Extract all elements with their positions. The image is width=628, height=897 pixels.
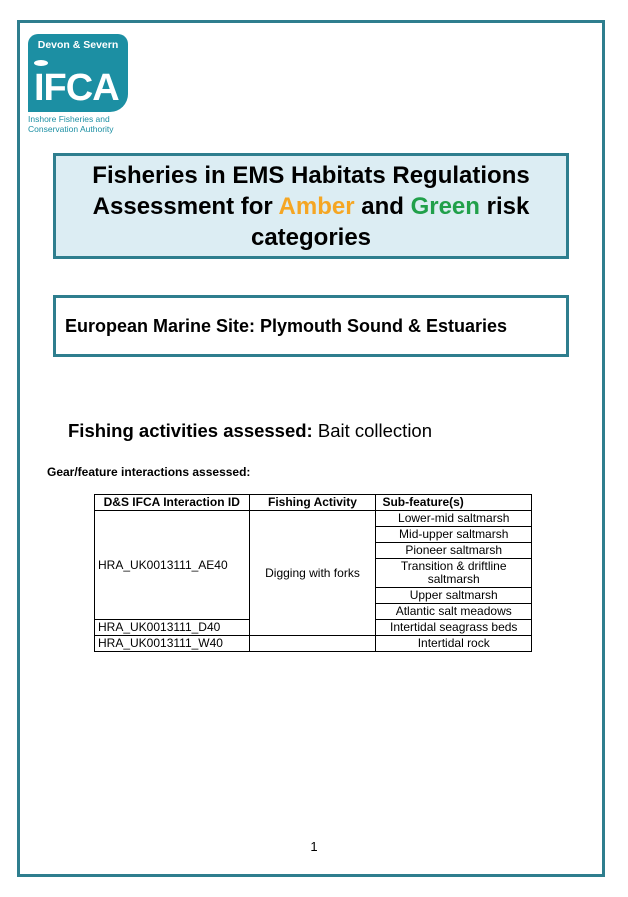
- header-sub-features: Sub-feature(s): [376, 495, 532, 511]
- fishing-activity-empty-cell: [249, 636, 376, 652]
- sub-feature-cell: Mid-upper saltmarsh: [376, 527, 532, 543]
- interactions-table: [94, 494, 532, 652]
- sub-feature-cell: Pioneer saltmarsh: [376, 543, 532, 559]
- sub-feature-cell: Intertidal rock: [376, 636, 532, 652]
- document-title: [56, 160, 566, 253]
- title-part2: risk categories: [250, 192, 530, 251]
- activities-label: Fishing activities assessed:: [68, 420, 313, 441]
- table-row: [95, 511, 532, 527]
- sub-feature-cell: Intertidal seagrass beds: [376, 620, 532, 636]
- page-border: [17, 20, 605, 877]
- site-title: European Marine Site: Plymouth Sound & Estuaries: [65, 315, 508, 336]
- interaction-id-cell: HRA_UK0013111_AE40: [95, 511, 250, 620]
- table-row: [95, 636, 532, 652]
- gear-interactions-label: Gear/feature interactions assessed:: [47, 465, 251, 479]
- sub-feature-cell: Lower-mid saltmarsh: [376, 511, 532, 527]
- sub-feature-cell: Atlantic salt meadows: [376, 604, 532, 620]
- logo-block: [28, 56, 128, 112]
- title-part1: Fisheries in EMS Habitats Regulations Assessment for: [92, 161, 530, 220]
- site-box: [53, 295, 569, 357]
- sub-feature-cell: Transition & driftline saltmarsh: [376, 559, 532, 588]
- fishing-activities: [68, 420, 432, 442]
- fishing-activity-cell: Digging with forks: [249, 511, 376, 636]
- logo-subtitle-line2: Conservation Authority: [28, 124, 114, 134]
- ifca-logo: [28, 34, 138, 138]
- title-box: [53, 153, 569, 259]
- logo-subtitle-line1: Inshore Fisheries and: [28, 114, 110, 124]
- interaction-id-cell: HRA_UK0013111_W40: [95, 636, 250, 652]
- page-number: 1: [310, 839, 318, 854]
- activities-value: Bait collection: [312, 420, 433, 441]
- logo-tab: Devon & Severn: [28, 34, 128, 56]
- title-mid: and: [354, 192, 411, 220]
- logo-letters: IFCA: [34, 67, 119, 109]
- table-header-row: [95, 495, 532, 511]
- logo-subtitle: [28, 114, 138, 134]
- header-interaction-id: D&S IFCA Interaction ID: [95, 495, 250, 511]
- sub-feature-cell: Upper saltmarsh: [376, 588, 532, 604]
- header-fishing-activity: Fishing Activity: [249, 495, 376, 511]
- title-green: Green: [410, 192, 480, 220]
- interaction-id-cell: HRA_UK0013111_D40: [95, 620, 250, 636]
- title-amber: Amber: [278, 192, 355, 220]
